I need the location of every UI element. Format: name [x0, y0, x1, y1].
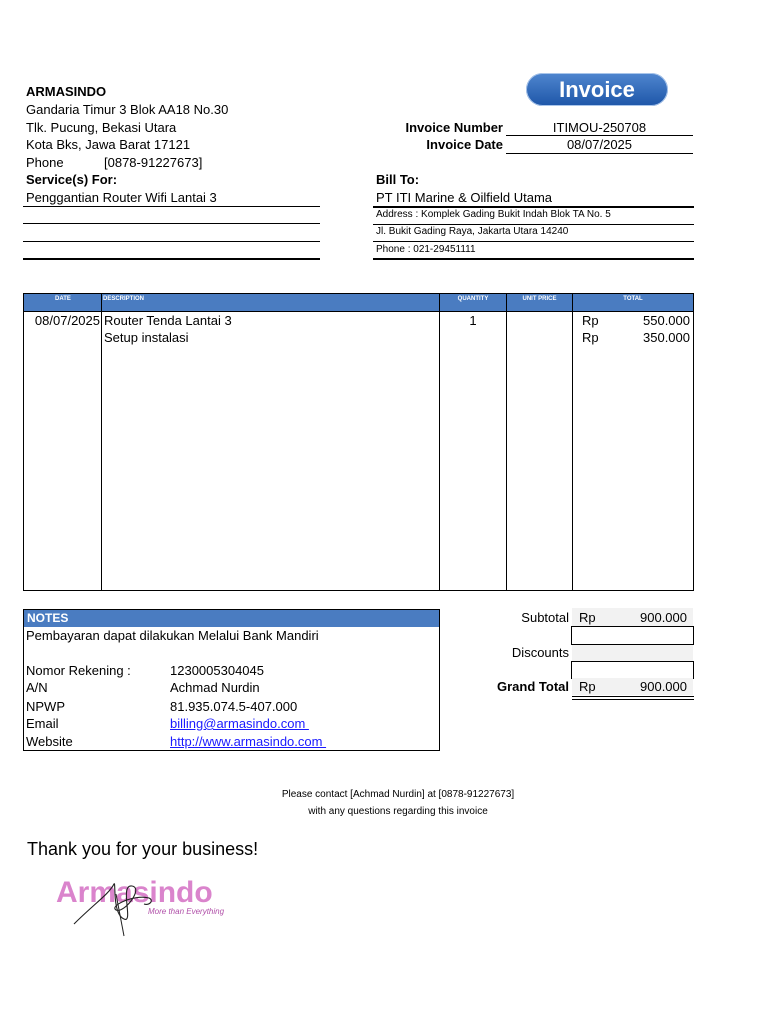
column-divider — [101, 294, 102, 590]
bill-to-line-3 — [373, 241, 694, 242]
invoice-number-label: Invoice Number — [405, 120, 503, 135]
company-phone: [0878-91227673] — [104, 155, 203, 170]
bill-to-label: Bill To: — [376, 172, 420, 187]
company-address-line-2: Tlk. Pucung, Bekasi Utara — [26, 120, 177, 135]
invoice-number: ITIMOU-250708 — [552, 120, 647, 135]
row-1-quantity: 1 — [469, 313, 477, 328]
grand-total-label: Grand Total — [497, 679, 569, 694]
invoice-date-underline — [506, 153, 693, 154]
row-2-total: 350.000 — [643, 330, 690, 345]
notes-header: NOTES — [24, 610, 439, 627]
email-link[interactable]: billing@armasindo.com — [170, 716, 309, 731]
bill-to-name: PT ITI Marine & Oilfield Utama — [376, 190, 553, 205]
notes-email-label: Email — [26, 716, 59, 731]
column-divider — [439, 294, 440, 590]
grand-total-double-underline — [572, 696, 694, 697]
thank-you-message: Thank you for your business! — [27, 839, 259, 859]
row-1-date: 08/07/2025 — [34, 313, 100, 328]
row-1-description: Router Tenda Lantai 3 — [104, 313, 232, 328]
services-label: Service(s) For: — [26, 172, 118, 187]
invoice-number-underline — [506, 135, 693, 136]
items-table-header — [24, 294, 693, 312]
contact-line-2: with any questions regarding this invoice — [308, 806, 488, 817]
discounts-label: Discounts — [511, 645, 569, 660]
row-2-currency: Rp — [582, 330, 599, 345]
column-divider — [506, 294, 507, 590]
notes-an: Achmad Nurdin — [170, 680, 260, 695]
services-line-2 — [23, 223, 320, 224]
services-line-1 — [23, 206, 320, 207]
grand-total-value: 900.000 — [640, 679, 687, 694]
company-phone-label: Phone — [26, 155, 64, 170]
notes-account-label: Nomor Rekening : — [26, 663, 131, 678]
subtotal-value: 900.000 — [640, 610, 687, 625]
grand-total-double-underline — [572, 699, 694, 700]
header-quantity: QUANTITY — [457, 296, 489, 302]
svg-text:More than Everything: More than Everything — [148, 907, 225, 916]
bill-to-address-1: Address : Komplek Gading Bukit Indah Blok TA No. 5 — [376, 209, 611, 220]
notes-npwp-label: NPWP — [26, 699, 65, 714]
company-name: ARMASINDO — [26, 84, 107, 99]
notes-npwp: 81.935.074.5-407.000 — [170, 699, 298, 714]
notes-website-label: Website — [26, 734, 73, 749]
company-logo-signature — [54, 864, 254, 940]
empty-total-cell — [571, 626, 694, 645]
subtotal-currency: Rp — [579, 610, 596, 625]
notes-box — [23, 609, 440, 751]
bill-to-phone: Phone : 021-29451111 — [376, 244, 476, 255]
notes-an-label: A/N — [26, 680, 48, 695]
contact-line-1: Please contact [Achmad Nurdin] at [0878-91227673] — [281, 789, 515, 800]
invoice-date-label: Invoice Date — [426, 137, 503, 152]
bill-to-line-4 — [373, 258, 694, 260]
bill-to-line-2 — [373, 224, 694, 225]
bill-to-address-2: Jl. Bukit Gading Raya, Jakarta Utara 14240 — [376, 226, 569, 237]
company-address-line-3: Kota Bks, Jawa Barat 17121 — [26, 137, 191, 152]
company-address-line-1: Gandaria Timur 3 Blok AA18 No.30 — [26, 102, 229, 117]
services-line-4 — [23, 258, 320, 260]
items-table — [23, 293, 694, 591]
bill-to-line-1 — [373, 206, 694, 208]
services-line-3 — [23, 241, 320, 242]
services-value: Penggantian Router Wifi Lantai 3 — [26, 190, 217, 205]
empty-total-cell — [571, 661, 694, 679]
invoice-badge: Invoice — [526, 73, 668, 106]
header-date: DATE — [55, 296, 71, 302]
header-description: DESCRIPTION — [103, 296, 145, 302]
invoice-date: 08/07/2025 — [566, 137, 633, 152]
svg-text:Armasindo: Armasindo — [56, 876, 213, 909]
grand-total-currency: Rp — [579, 679, 596, 694]
discounts-cell — [572, 645, 693, 662]
column-divider — [572, 294, 573, 590]
notes-account: 1230005304045 — [170, 663, 264, 678]
website-link[interactable]: http://www.armasindo.com — [170, 734, 327, 749]
row-1-total: 550.000 — [643, 313, 690, 328]
notes-payment-line: Pembayaran dapat dilakukan Melalui Bank Mandiri — [26, 628, 319, 643]
row-2-description: Setup instalasi — [104, 330, 189, 345]
row-1-currency: Rp — [582, 313, 599, 328]
header-unit-price: UNIT PRICE — [522, 296, 557, 302]
subtotal-label: Subtotal — [521, 610, 569, 625]
header-total: TOTAL — [623, 296, 643, 302]
